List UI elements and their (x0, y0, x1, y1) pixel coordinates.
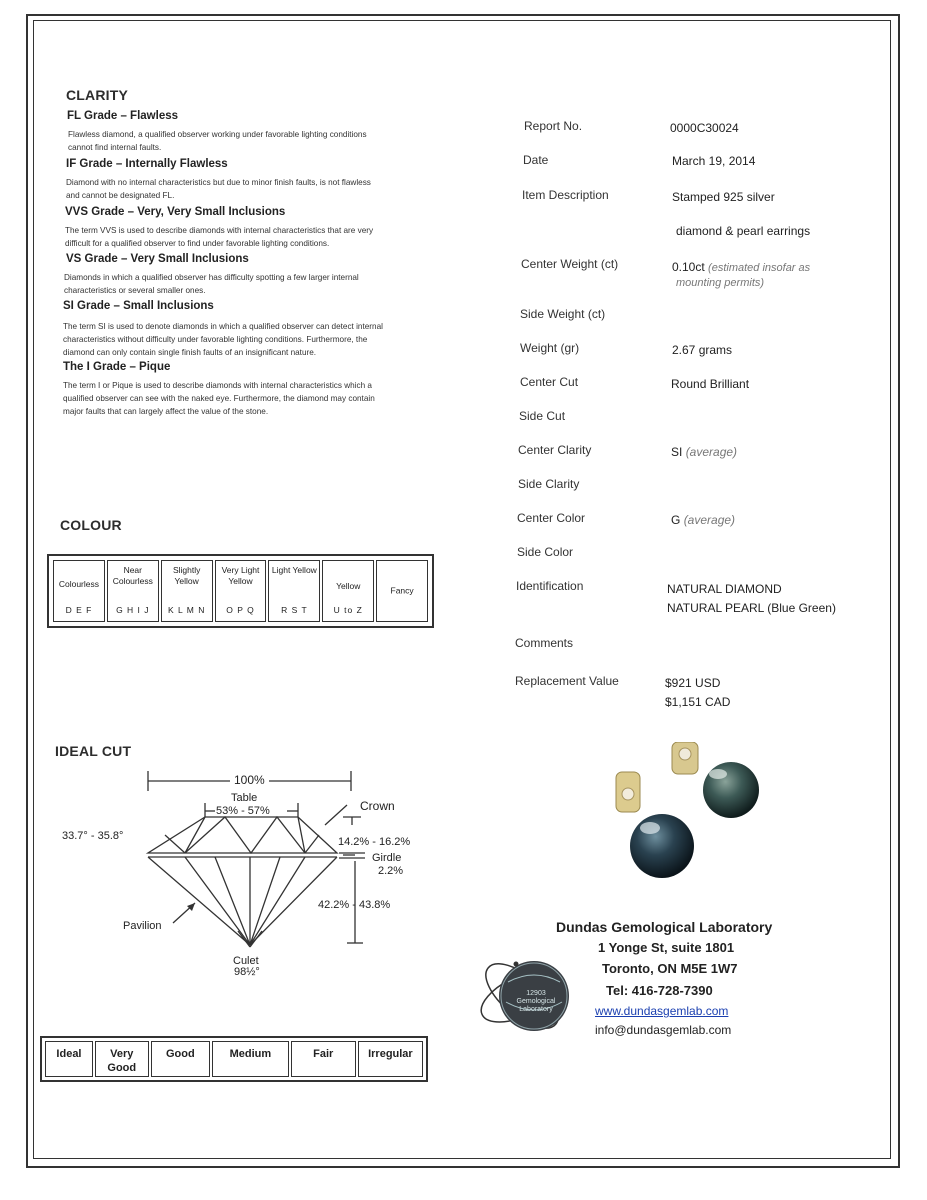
lab-address-1: 1 Yonge St, suite 1801 (598, 940, 735, 955)
culet-label: Culet (233, 955, 259, 967)
clarity-heading: CLARITY (66, 87, 129, 103)
side-cut-label: Side Cut (519, 409, 566, 423)
pavilion-label: Pavilion (123, 920, 162, 932)
pavilion-depth-label: 42.2% - 43.8% (318, 899, 391, 911)
colour-cell-slightly-yellow: Slightly Yellow K L M N (161, 560, 213, 622)
lab-phone: Tel: 416-728-7390 (606, 983, 713, 998)
center-color-note: (average) (683, 513, 736, 527)
crown-label: Crown (360, 799, 395, 813)
cut-grade-fair: Fair (291, 1041, 356, 1077)
item-description-label: Item Description (522, 188, 609, 202)
grade-text-if: Diamond with no internal characteristics but due to minor finish faults, is not flawless and cannot be designated FL. (66, 178, 371, 200)
earrings-photo (614, 742, 774, 892)
culet-value-label: 98½° (234, 966, 260, 978)
identification-label: Identification (516, 579, 584, 593)
grade-text-i: The term I or Pique is used to describe diamonds with internal characteristics which a qualified observer can see with the naked eye. Furthermore, the diamond may contain major faults that can largely affect the value of the stone. (63, 381, 375, 416)
crown-height-label: 14.2% - 16.2% (338, 836, 411, 848)
center-cut-label: Center Cut (520, 375, 579, 389)
identification-value: NATURAL DIAMOND (667, 582, 782, 596)
weight-value: 2.67 grams (672, 343, 733, 357)
lab-website-link[interactable]: www.dundasgemlab.com (595, 1004, 729, 1018)
grade-title-si: SI Grade – Small Inclusions (63, 300, 214, 312)
cut-grade-table (40, 1036, 428, 1082)
center-cut-value: Round Brilliant (671, 377, 750, 391)
side-weight-label: Side Weight (ct) (520, 307, 606, 321)
lab-name: Dundas Gemological Laboratory (556, 919, 773, 935)
colour-scale-table (47, 554, 434, 628)
colour-cell-yellow: Yellow U to Z (322, 560, 374, 622)
replacement-value-cad: $1,151 CAD (665, 695, 731, 709)
grade-text-vs: Diamonds in which a qualified observer has difficulty spotting a few larger internal characteristics or several smaller ones. (64, 273, 359, 295)
cut-grade-good: Good (151, 1041, 210, 1077)
center-weight-value: 0.10ct (estimated insofar as (672, 260, 811, 274)
replacement-value-label: Replacement Value (515, 674, 619, 688)
center-weight-note: (estimated insofar as (708, 262, 811, 274)
center-clarity-label: Center Clarity (518, 443, 592, 457)
grade-title-if: IF Grade – Internally Flawless (66, 158, 228, 170)
colour-cell-near-colourless: Near Colourless G H I J (107, 560, 159, 622)
grade-title-vs: VS Grade – Very Small Inclusions (66, 253, 249, 265)
identification-value-2: NATURAL PEARL (Blue Green) (667, 601, 836, 615)
grade-text-fl: Flawless diamond, a qualified observer working under favorable lighting conditions cannot find internal faults. (68, 130, 367, 152)
cut-grade-very-good: Very Good (95, 1041, 149, 1077)
colour-cell-fancy: Fancy (376, 560, 428, 622)
colour-cell-very-light-yellow: Very Light Yellow O P Q (215, 560, 267, 622)
girdle-label: Girdle (372, 852, 402, 864)
report-no-label: Report No. (524, 119, 583, 133)
replacement-value-usd: $921 USD (665, 676, 721, 690)
hologram-text: 12903 Gemological Laboratory (516, 990, 556, 1013)
side-clarity-label: Side Clarity (518, 477, 580, 491)
weight-label: Weight (gr) (520, 341, 580, 355)
item-description-value-2: diamond & pearl earrings (676, 224, 811, 238)
center-clarity-note: (average) (685, 445, 738, 459)
date-value: March 19, 2014 (672, 154, 756, 168)
report-no-value: 0000C30024 (670, 121, 739, 135)
cut-grade-irregular: Irregular (358, 1041, 423, 1077)
cut-grade-ideal: Ideal (45, 1041, 93, 1077)
date-label: Date (523, 153, 549, 167)
grade-text-si: The term SI is used to denote diamonds in which a qualified observer can detect internal characteristics without difficulty under favorable lighting conditions. Furthermore, the diamond can only contain single finish faults of an insignificant nature. (63, 322, 383, 357)
grade-title-vvs: VVS Grade – Very, Very Small Inclusions (65, 206, 286, 218)
total-width-label: 100% (234, 773, 265, 787)
ideal-cut-heading: IDEAL CUT (55, 743, 132, 759)
center-color-value: G (average) (671, 513, 736, 527)
cut-grade-medium: Medium (212, 1041, 289, 1077)
lab-email[interactable]: info@dundasgemlab.com (595, 1023, 732, 1037)
colour-cell-colourless: Colourless D E F (53, 560, 105, 622)
girdle-value-label: 2.2% (378, 865, 404, 877)
grade-title-fl: FL Grade – Flawless (67, 110, 179, 122)
crown-angle-label: 33.7° - 35.8° (62, 830, 124, 842)
grade-text-vvs: The term VVS is used to describe diamonds with internal characteristics that are very difficult for a qualified observer to find under favorable lighting conditions. (65, 226, 374, 248)
comments-label: Comments (515, 636, 574, 650)
grade-title-i: The I Grade – Pique (63, 361, 171, 373)
table-label: Table (231, 792, 258, 804)
center-weight-label: Center Weight (ct) (521, 257, 619, 271)
center-color-label: Center Color (517, 511, 586, 525)
colour-cell-light-yellow: Light Yellow R S T (268, 560, 320, 622)
item-description-value: Stamped 925 silver (672, 190, 775, 204)
table-range-label: 53% - 57% (216, 805, 270, 817)
center-weight-note-2: mounting permits) (676, 277, 765, 289)
lab-address-2: Toronto, ON M5E 1W7 (602, 961, 738, 976)
side-color-label: Side Color (517, 545, 574, 559)
center-clarity-value: SI (average) (671, 445, 738, 459)
colour-heading: COLOUR (60, 517, 122, 533)
